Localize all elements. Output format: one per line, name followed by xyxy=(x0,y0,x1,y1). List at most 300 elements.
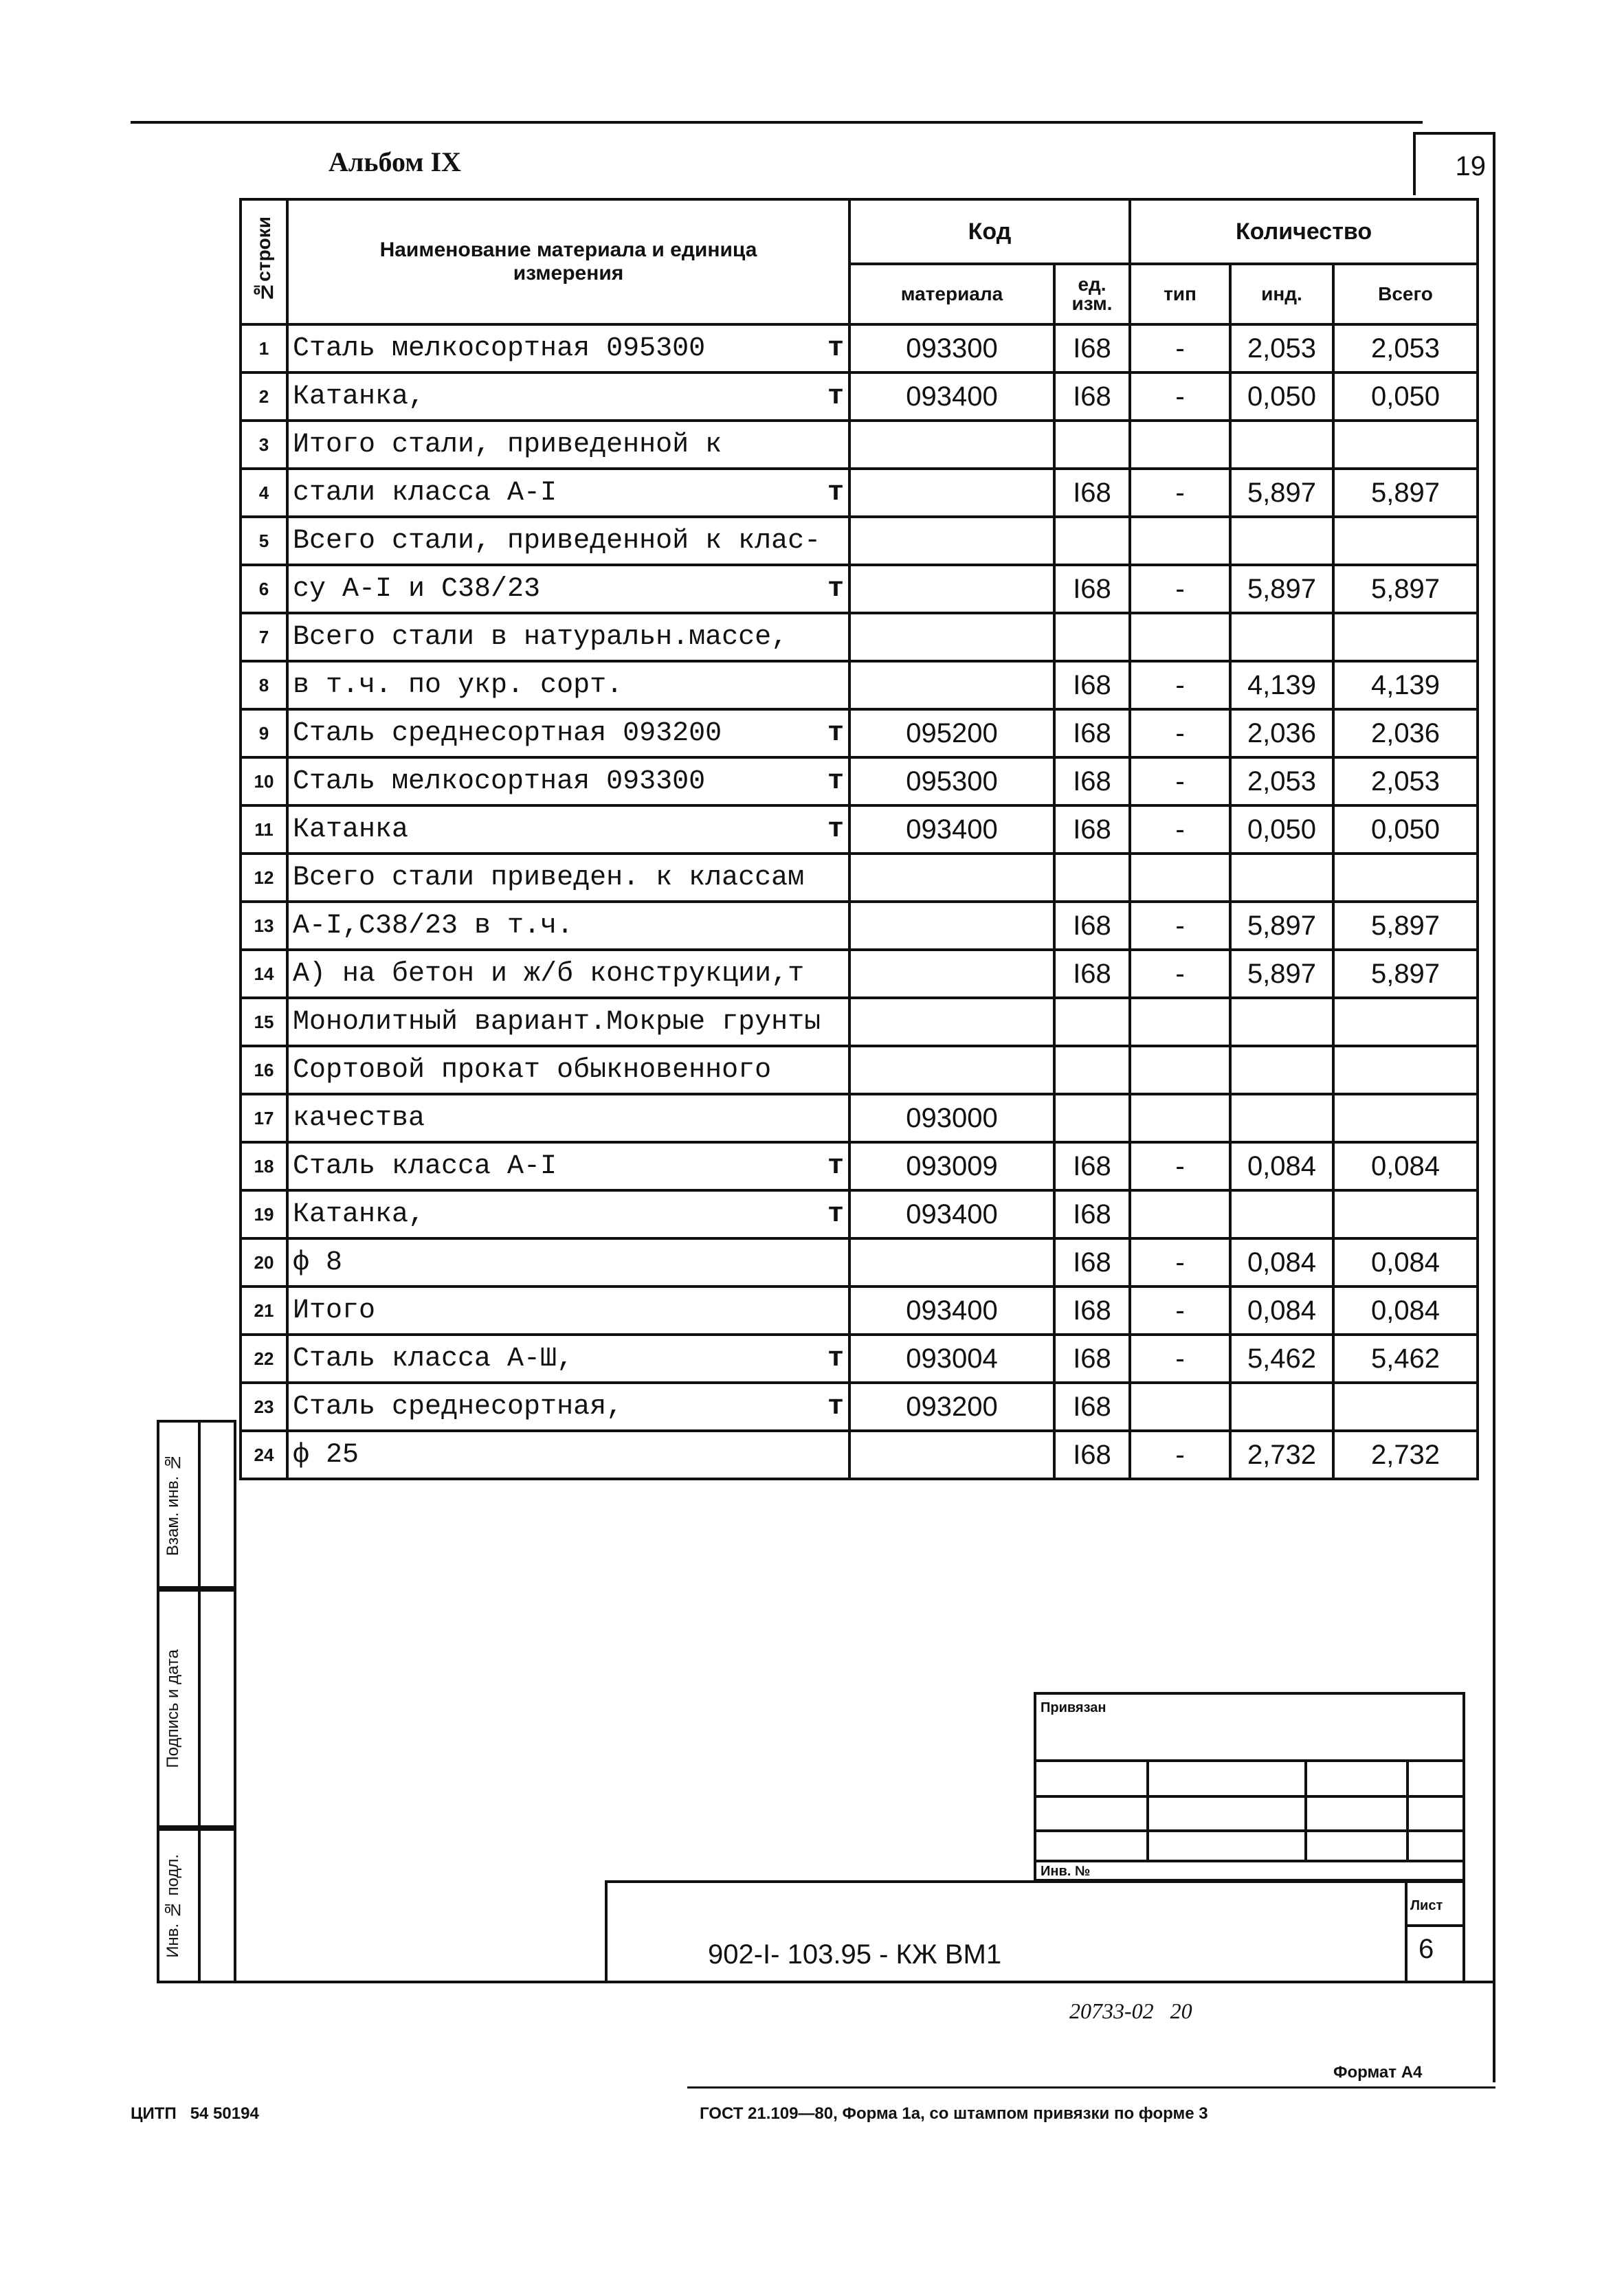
material-name-text: су А-I и С38/23 xyxy=(293,573,541,605)
unit-code xyxy=(1054,1287,1130,1335)
row-number-text: 21 xyxy=(254,1300,274,1321)
qty-type xyxy=(1130,1238,1230,1287)
col-code-material-header: материала xyxy=(849,264,1054,324)
qty-ind xyxy=(1230,1431,1333,1479)
qty-total xyxy=(1333,324,1478,372)
side-stamp-podpis xyxy=(157,1589,236,1828)
material-name-text: качества xyxy=(293,1102,425,1134)
col-quantity-header: Количество xyxy=(1130,199,1478,264)
qty-total xyxy=(1333,565,1478,613)
unit-code xyxy=(1054,1335,1130,1383)
material-name-text: Катанка, xyxy=(293,381,425,412)
material-code-text: 095300 xyxy=(906,766,998,797)
unit-code xyxy=(1054,372,1130,421)
qty-total xyxy=(1333,1238,1478,1287)
material-name-text: А) на бетон и ж/б конструкции,т xyxy=(293,958,805,990)
qty-type xyxy=(1130,565,1230,613)
unit-code-text: I68 xyxy=(1073,573,1111,604)
row-number xyxy=(241,1287,287,1335)
table-row xyxy=(241,1238,1478,1287)
material-code-text: 093300 xyxy=(906,333,998,364)
material-code xyxy=(849,1383,1054,1431)
unit-code xyxy=(1054,805,1130,854)
row-number-text: 10 xyxy=(254,770,274,792)
row-number-text: 11 xyxy=(254,818,274,840)
qty-ind xyxy=(1230,709,1333,757)
row-number xyxy=(241,565,287,613)
qty-ind-text: 2,732 xyxy=(1247,1439,1317,1470)
unit-code-text: I68 xyxy=(1073,814,1111,845)
row-number xyxy=(241,661,287,709)
row-number xyxy=(241,902,287,950)
material-name-text: стали класса А-I xyxy=(293,477,557,509)
row-number-text: 19 xyxy=(254,1203,274,1225)
unit-label: т xyxy=(827,717,844,749)
material-name-text: Всего стали, приведенной к клас- xyxy=(293,525,821,557)
unit-code xyxy=(1054,757,1130,805)
qty-type xyxy=(1130,517,1230,565)
qty-total-text: 4,139 xyxy=(1370,669,1441,700)
qty-ind xyxy=(1230,757,1333,805)
qty-ind xyxy=(1230,1094,1333,1142)
qty-total-text: 5,462 xyxy=(1370,1343,1441,1374)
side-stamp-inv-podl xyxy=(157,1828,236,1983)
row-number-text: 6 xyxy=(258,578,269,599)
row-number-text: 13 xyxy=(254,915,274,936)
unit-label: т xyxy=(827,766,844,797)
footer-left: ЦИТП 54 50194 xyxy=(131,2104,259,2123)
unit-code-text: I68 xyxy=(1073,381,1111,412)
qty-ind-text: 5,462 xyxy=(1247,1343,1317,1374)
material-name-text: Монолитный вариант.Мокрые грунты xyxy=(293,1006,821,1038)
unit-label: т xyxy=(827,573,844,605)
unit-code xyxy=(1054,1431,1130,1479)
qty-ind xyxy=(1230,372,1333,421)
material-name-text: Сталь среднесортная, xyxy=(293,1391,623,1423)
qty-type xyxy=(1130,1287,1230,1335)
material-code xyxy=(849,517,1054,565)
material-name xyxy=(287,421,849,469)
qty-total-text: 0,084 xyxy=(1370,1150,1441,1181)
material-name xyxy=(287,372,849,421)
unit-code xyxy=(1054,661,1130,709)
material-code-text: 095200 xyxy=(906,717,998,748)
qty-ind xyxy=(1230,613,1333,661)
document-code: 902-I- 103.95 - КЖ ВМ1 xyxy=(708,1939,1002,1970)
row-number xyxy=(241,1190,287,1238)
row-number-text: 8 xyxy=(258,674,269,695)
material-name-text: Всего стали в натуральн.массе, xyxy=(293,621,788,653)
material-code xyxy=(849,854,1054,902)
unit-code-text: I68 xyxy=(1073,766,1111,797)
material-code xyxy=(849,902,1054,950)
unit-label: т xyxy=(827,1199,844,1230)
unit-code xyxy=(1054,469,1130,517)
qty-total xyxy=(1333,998,1478,1046)
qty-ind-text: 0,050 xyxy=(1247,381,1317,412)
unit-code-text: I68 xyxy=(1073,333,1111,364)
qty-type-text: - xyxy=(1175,910,1185,941)
material-code-text: 093200 xyxy=(906,1391,998,1422)
material-code-text: 093400 xyxy=(906,1295,998,1326)
qty-ind-text: 2,053 xyxy=(1247,333,1317,364)
qty-total-text: 5,897 xyxy=(1370,573,1441,604)
unit-code-text: I68 xyxy=(1073,910,1111,941)
qty-type xyxy=(1130,469,1230,517)
qty-type xyxy=(1130,1383,1230,1431)
unit-code-text: I68 xyxy=(1073,1199,1111,1229)
material-code xyxy=(849,1287,1054,1335)
qty-total xyxy=(1333,1142,1478,1190)
unit-code-text: I68 xyxy=(1073,717,1111,748)
material-code xyxy=(849,950,1054,998)
qty-type-text: - xyxy=(1175,717,1185,748)
qty-ind xyxy=(1230,1287,1333,1335)
row-number-text: 22 xyxy=(254,1348,274,1369)
material-name-text: Всего стали приведен. к классам xyxy=(293,862,805,893)
material-code-text: 093004 xyxy=(906,1343,998,1374)
qty-ind xyxy=(1230,1190,1333,1238)
table-row xyxy=(241,1335,1478,1383)
material-code xyxy=(849,1094,1054,1142)
qty-type xyxy=(1130,421,1230,469)
col-code-header: Код xyxy=(849,199,1130,264)
unit-code-text: I68 xyxy=(1073,1150,1111,1181)
material-name xyxy=(287,1335,849,1383)
qty-total-text: 0,084 xyxy=(1370,1295,1441,1326)
qty-ind xyxy=(1230,998,1333,1046)
material-name xyxy=(287,565,849,613)
row-number-text: 16 xyxy=(254,1059,274,1080)
material-name-text: Итого xyxy=(293,1295,376,1326)
qty-ind xyxy=(1230,565,1333,613)
qty-type xyxy=(1130,709,1230,757)
qty-total-text: 5,897 xyxy=(1370,910,1441,941)
table-row xyxy=(241,757,1478,805)
row-number-text: 14 xyxy=(254,963,274,984)
qty-total-text: 0,084 xyxy=(1370,1247,1441,1278)
qty-type-text: - xyxy=(1175,477,1185,508)
row-number xyxy=(241,324,287,372)
footer-format: Формат А4 xyxy=(1333,2063,1423,2082)
unit-code-text: I68 xyxy=(1073,669,1111,700)
material-code-text: 093400 xyxy=(906,1199,998,1229)
qty-ind xyxy=(1230,902,1333,950)
material-name-text: Сталь класса А-I xyxy=(293,1150,557,1182)
table-body xyxy=(241,324,1478,1479)
material-code xyxy=(849,421,1054,469)
row-number xyxy=(241,709,287,757)
unit-label: т xyxy=(827,477,844,509)
row-number xyxy=(241,372,287,421)
table-row xyxy=(241,902,1478,950)
qty-total xyxy=(1333,1094,1478,1142)
row-number-text: 1 xyxy=(258,337,269,359)
table-row xyxy=(241,1383,1478,1431)
qty-type-text: - xyxy=(1175,669,1185,700)
sheet-number: 6 xyxy=(1419,1934,1434,1964)
inv-no-label: Инв. № xyxy=(1041,1864,1091,1879)
material-name xyxy=(287,661,849,709)
qty-total xyxy=(1333,1383,1478,1431)
material-spec-table xyxy=(239,198,1479,1480)
qty-total-text: 2,036 xyxy=(1370,717,1441,748)
row-number-text: 5 xyxy=(258,530,269,551)
material-code xyxy=(849,661,1054,709)
qty-total xyxy=(1333,709,1478,757)
material-code xyxy=(849,565,1054,613)
unit-code xyxy=(1054,1046,1130,1094)
qty-total xyxy=(1333,950,1478,998)
qty-type xyxy=(1130,1190,1230,1238)
qty-ind xyxy=(1230,661,1333,709)
row-number xyxy=(241,469,287,517)
table-row xyxy=(241,950,1478,998)
table-row xyxy=(241,517,1478,565)
row-number-text: 7 xyxy=(258,626,269,647)
qty-total xyxy=(1333,372,1478,421)
material-code-text: 093400 xyxy=(906,814,998,845)
qty-ind xyxy=(1230,1046,1333,1094)
row-number xyxy=(241,1142,287,1190)
row-number-text: 2 xyxy=(258,386,269,407)
qty-type-text: - xyxy=(1175,814,1185,845)
table-row xyxy=(241,805,1478,854)
unit-label: т xyxy=(827,333,844,364)
row-number xyxy=(241,805,287,854)
unit-code xyxy=(1054,1238,1130,1287)
qty-ind xyxy=(1230,950,1333,998)
qty-ind-text: 2,036 xyxy=(1247,717,1317,748)
unit-code-text: I68 xyxy=(1073,1295,1111,1326)
material-name xyxy=(287,998,849,1046)
material-code xyxy=(849,324,1054,372)
material-code xyxy=(849,372,1054,421)
unit-code xyxy=(1054,613,1130,661)
col-qty-total-header: Всего xyxy=(1333,264,1478,324)
unit-code xyxy=(1054,854,1130,902)
qty-ind xyxy=(1230,1142,1333,1190)
qty-ind-text: 4,139 xyxy=(1247,669,1317,700)
material-code xyxy=(849,805,1054,854)
qty-type-text: - xyxy=(1175,1150,1185,1181)
privyazan-label: Привязан xyxy=(1041,1700,1106,1715)
material-code xyxy=(849,998,1054,1046)
qty-type-text: - xyxy=(1175,1343,1185,1374)
table-row xyxy=(241,1431,1478,1479)
material-name xyxy=(287,1287,849,1335)
qty-ind-text: 0,050 xyxy=(1247,814,1317,845)
row-number xyxy=(241,950,287,998)
material-name xyxy=(287,469,849,517)
material-code-text: 093000 xyxy=(906,1102,998,1133)
material-name xyxy=(287,1238,849,1287)
material-code-text: 093009 xyxy=(906,1150,998,1181)
qty-ind-text: 0,084 xyxy=(1247,1295,1317,1326)
unit-code xyxy=(1054,950,1130,998)
footer-right: ГОСТ 21.109—80, Форма 1а, со штампом привязки по форме 3 xyxy=(700,2104,1208,2123)
qty-total xyxy=(1333,1287,1478,1335)
unit-code-text: I68 xyxy=(1073,1343,1111,1374)
qty-type-text: - xyxy=(1175,333,1185,364)
qty-total-text: 0,050 xyxy=(1370,814,1441,845)
material-code-text: 093400 xyxy=(906,381,998,412)
row-number xyxy=(241,613,287,661)
binding-stamp xyxy=(1034,1692,1465,1882)
row-number xyxy=(241,1431,287,1479)
row-number xyxy=(241,1335,287,1383)
qty-total-text: 5,897 xyxy=(1370,958,1441,989)
qty-ind-text: 5,897 xyxy=(1247,958,1317,989)
unit-code xyxy=(1054,324,1130,372)
vzam-label: Взам. инв. № xyxy=(164,1453,182,1556)
material-name-text: Катанка xyxy=(293,814,409,845)
row-number xyxy=(241,1383,287,1431)
qty-total xyxy=(1333,517,1478,565)
table-row xyxy=(241,421,1478,469)
inv-podl-label: Инв. № подл. xyxy=(164,1853,182,1958)
material-name xyxy=(287,757,849,805)
qty-ind-text: 5,897 xyxy=(1247,910,1317,941)
qty-total xyxy=(1333,421,1478,469)
unit-code-text: I68 xyxy=(1073,1247,1111,1278)
material-code xyxy=(849,1431,1054,1479)
material-name-text: Итого стали, приведенной к xyxy=(293,429,722,460)
qty-type xyxy=(1130,902,1230,950)
qty-type xyxy=(1130,998,1230,1046)
qty-ind xyxy=(1230,469,1333,517)
qty-type-text: - xyxy=(1175,381,1185,412)
material-name-text: Катанка, xyxy=(293,1199,425,1230)
qty-total-text: 2,732 xyxy=(1370,1439,1441,1470)
unit-label: т xyxy=(827,381,844,412)
row-number-text: 15 xyxy=(254,1011,274,1032)
unit-label: т xyxy=(827,1343,844,1374)
qty-type xyxy=(1130,324,1230,372)
row-number-text: 12 xyxy=(254,867,274,888)
unit-code-text: I68 xyxy=(1073,1391,1111,1422)
material-name-text: Сталь мелкосортная 093300 xyxy=(293,766,706,797)
row-number-text: 3 xyxy=(258,434,269,455)
qty-type xyxy=(1130,805,1230,854)
qty-type-text: - xyxy=(1175,1439,1185,1470)
sheet-label: Лист xyxy=(1410,1898,1443,1913)
material-name xyxy=(287,950,849,998)
row-number xyxy=(241,421,287,469)
qty-total-text: 2,053 xyxy=(1370,766,1441,797)
unit-code xyxy=(1054,1142,1130,1190)
material-code xyxy=(849,1238,1054,1287)
qty-ind-text: 2,053 xyxy=(1247,766,1317,797)
material-name xyxy=(287,805,849,854)
qty-type-text: - xyxy=(1175,766,1185,797)
below-stamp-code: 20733-02 20 xyxy=(1069,1998,1192,2023)
material-code xyxy=(849,1335,1054,1383)
material-code xyxy=(849,613,1054,661)
qty-type xyxy=(1130,1046,1230,1094)
qty-ind xyxy=(1230,324,1333,372)
qty-ind-text: 0,084 xyxy=(1247,1247,1317,1278)
row-number xyxy=(241,854,287,902)
material-code xyxy=(849,469,1054,517)
col-code-unit-header: ед. изм. xyxy=(1054,264,1130,324)
unit-code xyxy=(1054,709,1130,757)
unit-code xyxy=(1054,565,1130,613)
col-qty-type-header: тип xyxy=(1130,264,1230,324)
col-qty-ind-header: инд. xyxy=(1230,264,1333,324)
material-name xyxy=(287,324,849,372)
qty-total xyxy=(1333,613,1478,661)
unit-code xyxy=(1054,1190,1130,1238)
material-name xyxy=(287,709,849,757)
unit-label: т xyxy=(827,1391,844,1423)
qty-total xyxy=(1333,1046,1478,1094)
qty-ind xyxy=(1230,421,1333,469)
qty-ind-text: 0,084 xyxy=(1247,1150,1317,1181)
col-name-header: Наименование материала и единица измерения xyxy=(287,199,849,324)
material-name xyxy=(287,1383,849,1431)
page-number: 19 xyxy=(1413,132,1495,195)
material-name-text: в т.ч. по укр. сорт. xyxy=(293,669,623,701)
table-row xyxy=(241,1287,1478,1335)
top-rule xyxy=(131,121,1423,124)
row-number-text: 17 xyxy=(254,1107,274,1128)
row-number xyxy=(241,1046,287,1094)
qty-type xyxy=(1130,1335,1230,1383)
material-name xyxy=(287,1431,849,1479)
table-row xyxy=(241,854,1478,902)
qty-ind xyxy=(1230,1238,1333,1287)
qty-ind xyxy=(1230,1383,1333,1431)
material-name-text: Сталь среднесортная 093200 xyxy=(293,717,722,749)
qty-type xyxy=(1130,613,1230,661)
material-name xyxy=(287,854,849,902)
table-row xyxy=(241,469,1478,517)
row-number-text: 20 xyxy=(254,1251,274,1273)
col-row-no-header: №строки xyxy=(241,199,287,324)
material-name-text: Сталь мелкосортная 095300 xyxy=(293,333,706,364)
side-stamp-vzam xyxy=(157,1420,236,1589)
qty-type-text: - xyxy=(1175,1295,1185,1326)
material-code xyxy=(849,757,1054,805)
album-title: Альбом IX xyxy=(329,146,461,177)
qty-total-text: 2,053 xyxy=(1370,333,1441,364)
qty-type xyxy=(1130,950,1230,998)
qty-type xyxy=(1130,661,1230,709)
qty-total xyxy=(1333,1335,1478,1383)
row-number-text: 23 xyxy=(254,1396,274,1417)
row-number xyxy=(241,1238,287,1287)
qty-type-text: - xyxy=(1175,958,1185,989)
unit-code-text: I68 xyxy=(1073,958,1111,989)
row-number-text: 9 xyxy=(258,722,269,744)
table-row xyxy=(241,565,1478,613)
qty-total-text: 0,050 xyxy=(1370,381,1441,412)
table-row xyxy=(241,372,1478,421)
row-number-text: 18 xyxy=(254,1155,274,1177)
table-row xyxy=(241,324,1478,372)
material-name xyxy=(287,1046,849,1094)
material-name-text: ф 25 xyxy=(293,1439,359,1471)
table-row xyxy=(241,709,1478,757)
qty-ind-text: 5,897 xyxy=(1247,573,1317,604)
material-name xyxy=(287,1142,849,1190)
qty-total xyxy=(1333,805,1478,854)
table-row xyxy=(241,1142,1478,1190)
material-name xyxy=(287,1190,849,1238)
material-name xyxy=(287,902,849,950)
qty-type xyxy=(1130,854,1230,902)
